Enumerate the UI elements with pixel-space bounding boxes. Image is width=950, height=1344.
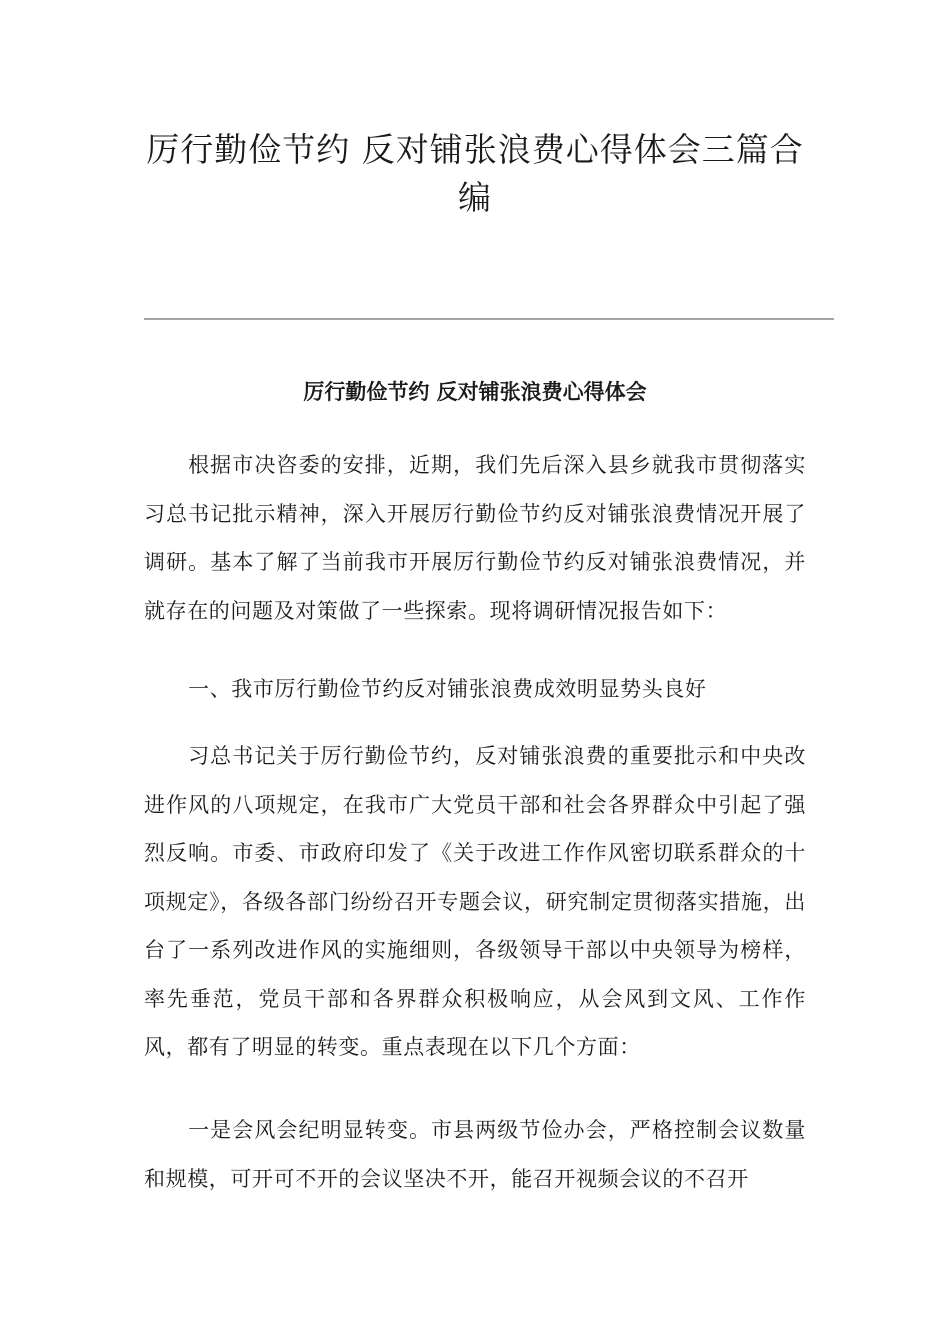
document-title: 厉行勤俭节约 反对铺张浪费心得体会三篇合编 bbox=[146, 130, 804, 217]
paragraph-heading-1: 一、我市厉行勤俭节约反对铺张浪费成效明显势头良好 bbox=[188, 677, 707, 701]
paragraph-body-1: 习总书记关于厉行勤俭节约，反对铺张浪费的重要批示和中央改进作风的八项规定，在我市广大党员干部和社会各界群众中引起了强烈反响。市委、市政府印发了《关于改进工作作风密切联系群众的十项规定》，各级各部门纷纷召开专题会议，研究制定贯彻落实措施，出台了一系列改进作风的实施细则，各级领导干部以中央领导为榜样，率先垂范，党员干部和各界群众积极响应，从会风到文风、工作作风，都有了明显的转变。重点表现在以下几个方面： bbox=[144, 744, 806, 1059]
section-title: 厉行勤俭节约 反对铺张浪费心得体会 bbox=[303, 379, 647, 404]
paragraph-body-2: 一是会风会纪明显转变。市县两级节俭办会，严格控制会议数量和规模，可开可不开的会议坚决不开，能召开视频会议的不召开 bbox=[144, 1118, 806, 1191]
title-divider bbox=[144, 318, 834, 320]
paragraph-intro: 根据市决咨委的安排，近期，我们先后深入县乡就我市贯彻落实习总书记批示精神，深入开展厉行勤俭节约反对铺张浪费情况开展了调研。基本了解了当前我市开展厉行勤俭节约反对铺张浪费情况，并就存在的问题及对策做了一些探索。现将调研情况报告如下： bbox=[144, 453, 806, 623]
